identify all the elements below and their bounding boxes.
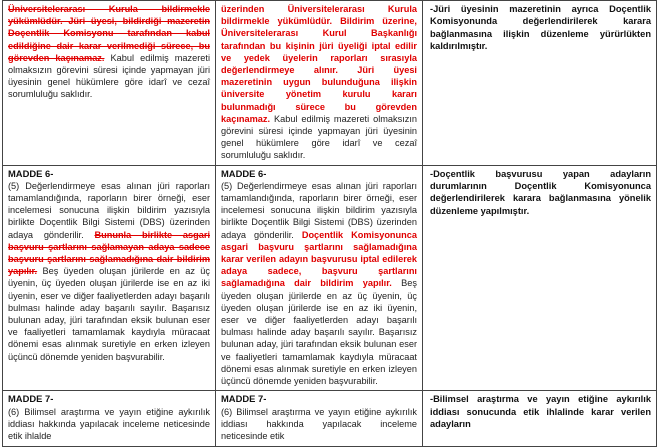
table-row (3, 165, 657, 391)
old-text-cell (3, 165, 216, 391)
text-run: Beş üyeden oluşan jürilerde en az üç üyenin, üç üyeden oluşan jürilerde ise en az iki üyenin, eser ve diğer faaliyetlerden adayı başarılı bulması halinde aday başarılı sayılır. Başarısız bulunan aday, jüri tarafından eksik bulunan eser ve faaliyetleri tamamlamak kaydıyla müracaat dönemi esas alınmak suretiyle en erken izleyen üçüncü dönemde yeniden başvurabilir. (221, 278, 417, 387)
old-text-cell (3, 391, 216, 447)
new-paragraph (221, 3, 417, 162)
changed-text-run: üzerinden Üniversitelerarası Kurula bildirmekle yükümlüdür. Bildirim üzerine, Üniversitelerarası Kurul Başkanlığı tarafından bu kişinin jüri üyeliği iptal edilir ve yedek üyelerin raporları sırasıyla değerlendirmeye alınır. Jüri üyesi mazeretinin uygun bulunduğuna ilişkin üniversite yönetim kurulu kararı bulunmadığı sürece bu görevden kaçınamaz. (221, 4, 417, 124)
change-note: -Bilimsel araştırma ve yayın etiğine aykırılık iddiası sonucunda etik ihlalinde karar verilen adayların (430, 394, 651, 430)
new-text-cell (216, 391, 423, 447)
text-run: Kabul edilmiş mazereti olmaksızın görevini süresi içinde yapmayan jüri üyesinin genel hükümlere göre idarî ve cezaî sorumluluğu saklıdır. (221, 113, 417, 161)
text-run: Beş üyeden oluşan jürilerde en az üç üyenin, üç üyeden oluşan jürilerde ise en az iki üyenin, eser ve diğer faaliyetlerden adayı başarılı bulması halinde aday başarılı sayılır. Başarısız bulunan aday, jüri tarafından eksik bulunan eser ve faaliyetleri tamamlamak kaydıyla müracaat dönemi esas alınmak suretiyle en erken izleyen üçüncü dönemde yeniden başvurabilir. (8, 266, 210, 362)
change-note: -Doçentlik başvurusu yapan adayların durumlarının Doçentlik Komisyonunca değerlendirilerek karara bağlanmasına yönelik düzenleme yapılmıştır. (430, 168, 651, 216)
note-cell (423, 165, 657, 391)
text-run: Kabul edilmiş mazereti olmaksızın görevini süresi içinde yapmayan jüri üyesinin genel hükümlere göre idarî ve cezaî sorumluluğu saklıdır. (8, 52, 211, 100)
text-run: (5) Değerlendirmeye esas alınan jüri raporları tamamlandığında, raporların birer örneği, eser incelemesi sonucuna ilişkin bildirim yazısıyla birlikte Doçentlik Bilgi Sistemi (DBS) üzerinden adaya gönderilir. (8, 180, 210, 240)
article-title: MADDE 6- (221, 167, 267, 179)
old-paragraph (8, 3, 210, 101)
new-paragraph (221, 180, 417, 387)
table-row (3, 1, 657, 166)
note-cell (423, 1, 657, 166)
note-cell (423, 391, 657, 447)
article-title: MADDE 7- (8, 393, 54, 405)
new-text-cell (216, 165, 423, 391)
old-paragraph: (6) Bilimsel araştırma ve yayın etiğine aykırılık iddiası hakkında yapılacak inceleme neticesinde etik ihlalde (8, 406, 210, 441)
changed-text-run: Üniversitelerarası Kurula bildirmekle yükümlüdür. Jüri üyesi, bildirdiği mazeretin Doçentlik Komisyonu tarafından kabul edildiğine dair karar verilmediği sürece, bu görevden kaçınamaz. (8, 4, 210, 63)
article-title: MADDE 7- (221, 393, 267, 405)
old-text-cell (3, 1, 216, 166)
comparison-table (2, 0, 657, 447)
new-text-cell (216, 1, 423, 166)
change-note: -Jüri üyesinin mazeretinin ayrıca Doçentlik Komisyonunda değerlendirilerek karara bağlanmasına ilişkin düzenleme yürürlükten kaldırılmıştır. (430, 4, 651, 52)
table-row (3, 391, 657, 447)
changed-text-run: Bununla birlikte asgari başvuru şartlarını sağlamayan adaya sadece başvuru şartlarını sağlamadığına dair bildirim yapılır. (8, 229, 210, 277)
article-title: MADDE 6- (8, 167, 54, 179)
text-run: (5) Değerlendirmeye esas alınan jüri raporları tamamlandığında, raporların birer örneği, eser incelemesi sonucuna ilişkin bildirim yazısıyla birlikte Doçentlik Bilgi Sistemi (DBS) üzerinden adaya gönderilir. (221, 180, 417, 240)
changed-text-run: Doçentlik Komisyonunca asgari başvuru şartlarını sağlamadığına karar verilen adayın başvurusu iptal edilerek adaya sadece, başvuru şartlarını sağlamadığına dair bildirim yapılır. (221, 229, 417, 289)
new-paragraph: (6) Bilimsel araştırma ve yayın etiğine aykırılık iddiası hakkında yapılacak inceleme neticesinde etik (221, 406, 417, 441)
old-paragraph (8, 180, 210, 363)
